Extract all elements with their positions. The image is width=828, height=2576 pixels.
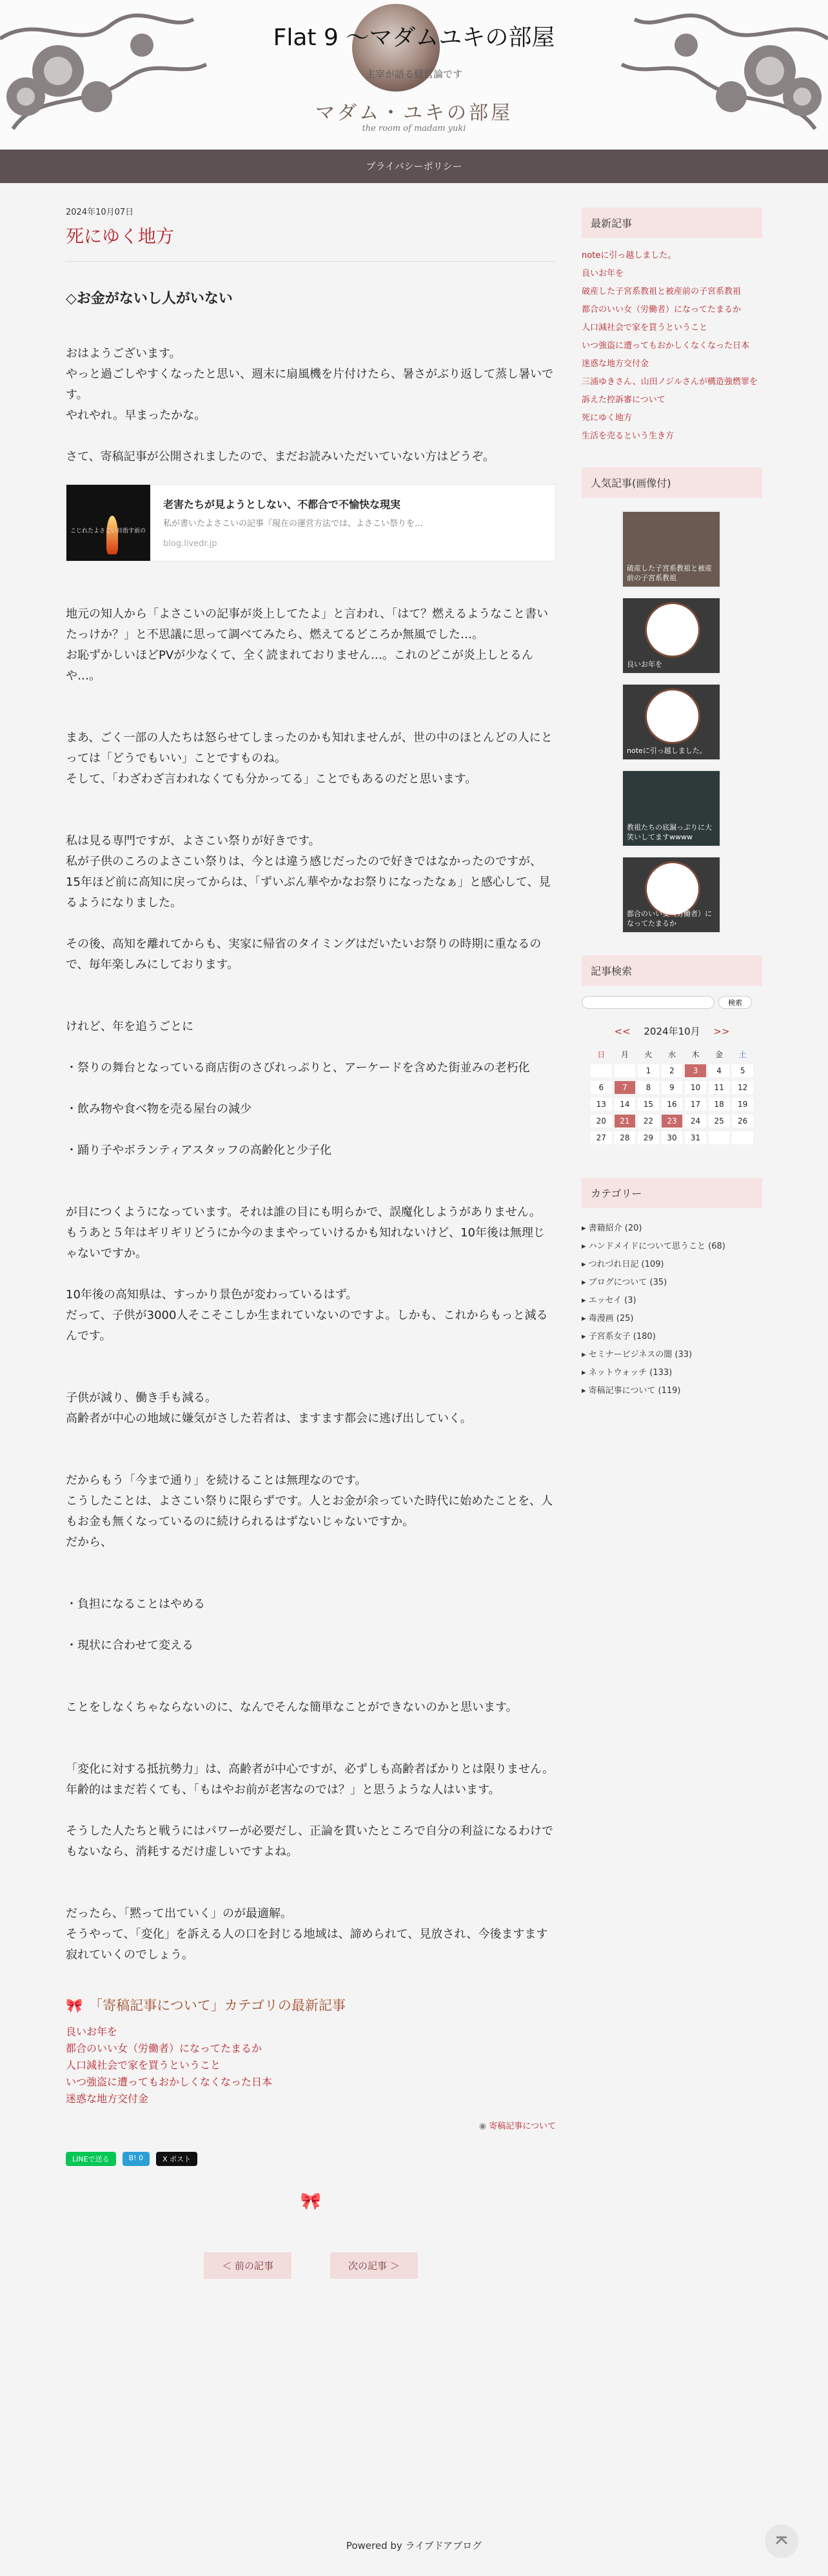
site-logo: マダム・ユキの部屋	[315, 102, 513, 124]
calendar-day: 14	[615, 1098, 636, 1111]
paragraph: その後、高知を離れてからも、実家に帰省のタイミングはだいたいお祭りの時期に重なるので、毎年楽しみにしております。	[66, 937, 542, 971]
category-latest-link[interactable]: いつ強盗に遭ってもおかしくなくなった日本	[66, 2076, 273, 2088]
calendar-day	[709, 1131, 730, 1144]
paragraph: さて、寄稿記事が公開されましたので、まだお読みいただいていない方はどうぞ。	[66, 450, 495, 463]
flat-logo-icon	[645, 688, 700, 744]
calendar-day: 5	[732, 1064, 753, 1077]
calendar-day: 2	[662, 1064, 683, 1077]
search-button[interactable]: 検索	[718, 996, 752, 1009]
calendar-day: 11	[709, 1081, 730, 1094]
category-latest-link[interactable]: 迷惑な地方交付金	[66, 2093, 149, 2105]
calendar-day: 17	[685, 1098, 706, 1111]
recent-title: 最新記事	[582, 208, 762, 238]
category-title: カテゴリー	[582, 1178, 762, 1208]
paragraph: 私は見る専門ですが、よさこい祭りが好きです。 私が子供のころのよさこい祭りは、今とは違う感じだったので好きではなかったのですが、15年ほど前に高知に戻ってからは、「ずいぶん華やかなお祭りになったなぁ」と感心して、見るようになりました。	[66, 834, 551, 910]
calendar-weekday: 火	[644, 1050, 653, 1059]
title-divider	[66, 261, 556, 262]
calendar-day	[615, 1064, 636, 1077]
calendar-weekday: 金	[715, 1050, 724, 1059]
calendar-day	[591, 1064, 612, 1077]
recent-link[interactable]: 人口減社会で家を買うということ	[582, 323, 708, 333]
recent-link[interactable]: いつ強盗に遭ってもおかしくなくなった日本	[582, 341, 750, 351]
card-description: 私が書いたよさこいの記事『現在の運営方法では、よさこい祭りを…	[163, 519, 424, 529]
recent-link[interactable]: 死にゆく地方	[582, 413, 633, 423]
recent-link[interactable]: noteに引っ越しました。	[582, 251, 676, 260]
post-title[interactable]: 死にゆく地方	[66, 226, 175, 247]
category-link[interactable]: エッセイ (3)	[588, 1296, 636, 1305]
nav-bar	[0, 150, 828, 183]
category-more-link[interactable]: 寄稿記事について	[489, 2122, 556, 2131]
list-paragraph: ・負担になることはやめる	[66, 1597, 205, 1611]
calendar-next[interactable]: >>	[713, 1026, 730, 1037]
recent-link[interactable]: 破産した子宮系教祖と被産前の子宮系教祖	[582, 287, 742, 297]
category-latest-link[interactable]: 都合のいい女（労働者）になってたまるか	[66, 2042, 262, 2054]
calendar-day: 24	[685, 1115, 706, 1127]
calendar-day: 25	[709, 1115, 730, 1127]
next-post-button[interactable]: 次の記事 ＞	[330, 2252, 418, 2279]
calendar-day[interactable]: 3	[685, 1064, 706, 1077]
popular-item[interactable]	[622, 511, 721, 588]
site-title[interactable]: Flat 9 ～マダムユキの部屋	[273, 24, 555, 51]
search-input[interactable]	[582, 996, 715, 1009]
post-date: 2024年10月07日	[66, 208, 134, 217]
category-link[interactable]: セミナービジネスの闇 (33)	[588, 1350, 693, 1360]
thumbnail-text: こじれたよさこい目指す前の	[70, 528, 146, 534]
calendar-header	[582, 1024, 762, 1038]
share-buttons	[66, 2152, 556, 2166]
calendar-day: 28	[615, 1131, 636, 1144]
fire-icon	[106, 516, 118, 554]
category-link[interactable]: 子宮系女子 (180)	[588, 1332, 656, 1342]
popular-item[interactable]	[622, 856, 721, 933]
calendar-day: 6	[591, 1081, 612, 1094]
back-to-top-button[interactable]	[765, 2524, 798, 2558]
popular-caption: 破産した子宮系教祖と被産前の子宮系教祖	[627, 564, 712, 582]
category-latest-section	[66, 1995, 556, 2131]
paragraph: が目につくようになっています。それは誰の目にも明らかで、誤魔化しようがありません。 もうあと５年はギリギリどうにか今のままやっていけるかも知れないけど、10年後は無理じゃないですか。	[66, 1205, 545, 1260]
calendar-day: 30	[662, 1131, 683, 1144]
popular-list	[622, 511, 762, 933]
pager	[66, 2252, 556, 2279]
paragraph: ことをしなくちゃならないのに、なんでそんな簡単なことができないのかと思います。	[66, 1701, 518, 1714]
site-subtitle: 主宰が語る経営論です	[365, 68, 462, 80]
calendar-weekday: 木	[691, 1050, 700, 1059]
recent-link[interactable]: 都合のいい女（労働者）になってたまるか	[582, 305, 742, 315]
calendar-day: 4	[709, 1064, 730, 1077]
calendar-day: 12	[732, 1081, 753, 1094]
calendar-day: 16	[662, 1098, 683, 1111]
paragraph: 10年後の高知県は、すっかり景色が変わっているはず。 だって、子供が3000人そこそこしか生まれていないのですよ。しかも、これからもっと減るんです。	[66, 1288, 548, 1343]
sidebar	[582, 208, 762, 1400]
calendar-day[interactable]: 21	[615, 1115, 636, 1127]
recent-link[interactable]: 三浦ゆきさん、山田ノジルさんが構造強燃罪を訴えた控訴審について	[582, 377, 758, 405]
popular-item[interactable]	[622, 770, 721, 847]
popular-item[interactable]	[622, 597, 721, 674]
ribbon-divider-icon: 🎀	[300, 2192, 322, 2211]
list-paragraph: ・祭りの舞台となっている商店街のさびれっぷりと、アーケードを含めた街並みの老朽化	[66, 1061, 530, 1075]
popular-title: 人気記事(画像付)	[582, 467, 762, 498]
card-thumbnail	[66, 485, 150, 561]
category-list: ▸ 書籍紹介 (20) ▸ ハンドメイドについて思うこと (68) ▸ つれづれ日記 (109) ▸ ブログについて (35) ▸ エッセイ (3) ▸ 毒漫画 (25) ▸ 子宮系女子 (180) ▸ セミナービジネスの闇 (33) ▸ ネットウォッチ (133) ▸ 寄稿記事について (119)	[582, 1224, 725, 1396]
popular-caption: 良いお年を	[627, 660, 662, 668]
calendar-weekday: 土	[738, 1050, 747, 1059]
calendar-day: 26	[732, 1115, 753, 1127]
category-link[interactable]: 寄稿記事について (119)	[588, 1386, 681, 1396]
category-link[interactable]: 書籍紹介 (20)	[588, 1224, 642, 1233]
popular-caption: noteに引っ越しました。	[627, 746, 707, 755]
paragraph: 「変化に対する抵抗勢力」は、高齢者が中心ですが、必ずしも高齢者ばかりとは限りません。 年齢的はまだ若くても、「もはやお前が老害なのでは？」と思うような人はいます。	[66, 1762, 555, 1797]
calendar-day: 18	[709, 1098, 730, 1111]
calendar-month: 2024年10月	[644, 1026, 700, 1037]
paragraph: 子供が減り、働き手も減る。 高齢者が中心の地域に嫌気がさした若者は、ますます都会に逃げ出していく。	[66, 1391, 472, 1425]
calendar-day: 15	[638, 1098, 659, 1111]
search-form	[582, 996, 762, 1009]
paragraph: おはようございます。 やっと過ごしやすくなったと思い、週末に扇風機を片付けたら、暑さがぶり返して蒸し暑いです。 やれやれ。早まったかな。	[66, 347, 553, 422]
calendar-weekday: 日	[597, 1050, 606, 1059]
calendar-day: 22	[638, 1115, 659, 1127]
calendar	[588, 1044, 756, 1148]
paragraph: まあ、ごく一部の人たちは怒らせてしまったのかも知れませんが、世の中のほとんどの人にとっては「どうでもいい」ことですものね。 そして、「わざわざ言われなくても分かってる」ことでもあるのだと思います。	[66, 731, 553, 786]
prev-post-button[interactable]: ＜ 前の記事	[204, 2252, 291, 2279]
search-title: 記事検索	[582, 955, 762, 986]
popular-caption: 教祖たちの底漏っぷりに大笑いしてますwwww	[627, 823, 712, 841]
calendar-day: 1	[638, 1064, 659, 1077]
calendar-day: 29	[638, 1131, 659, 1144]
paragraph: 地元の知人から「よさこいの記事が炎上してたよ」と言われ、「はて？燃えるようなこと書いたっけか？」と不思議に思って調べてみたら、燃えてるどころか無風でした…。 お恥ずかしいほどPVが少なくて、全く読まれておりません…。これのどこが炎上しとるんや…。	[66, 607, 549, 683]
calendar-day: 27	[591, 1131, 612, 1144]
recent-link[interactable]: 生活を売るという生き方	[582, 431, 675, 441]
category-link[interactable]: ハンドメイドについて思うこと (68)	[588, 1242, 725, 1251]
calendar-day: 9	[662, 1081, 683, 1094]
popular-item[interactable]	[622, 683, 721, 761]
site-logo-tagline: the room of madam yuki	[362, 124, 466, 133]
link-card[interactable]	[66, 484, 556, 561]
recent-link[interactable]: 迷惑な地方交付金	[582, 359, 649, 369]
arrow-up-icon	[765, 2524, 798, 2558]
category-icon: ◉	[478, 2122, 489, 2131]
calendar-weekday: 月	[620, 1050, 629, 1059]
calendar-day	[732, 1131, 753, 1144]
category-link[interactable]: ネットウォッチ (133)	[588, 1368, 673, 1378]
paragraph: だからもう「今まで通り」を続けることは無理なのです。 こうしたことは、よさこい祭りに限らずです。人とお金が余っていた時代に始めたことを、人もお金も無くなっているのに続けられるはずないじゃないですか。 だから、	[66, 1474, 553, 1549]
calendar-day[interactable]: 7	[615, 1081, 636, 1094]
category-link[interactable]: 毒漫画 (25)	[588, 1314, 634, 1323]
calendar-day: 10	[685, 1081, 706, 1094]
paragraph: けれど、年を追うごとに	[66, 1020, 193, 1033]
recent-list	[582, 247, 762, 445]
calendar-day: 31	[685, 1131, 706, 1144]
article	[66, 205, 556, 2279]
card-title[interactable]: 老害たちが見ようとしない、不都合で不愉快な現実	[163, 498, 401, 511]
paragraph: だったら、「黙って出ていく」のが最適解。 そうやって、「変化」を訴える人の口を封じる地域は、諦められて、見放され、今後ますます寂れていくのでしょう。	[66, 1907, 548, 1962]
calendar-day: 20	[591, 1115, 612, 1127]
nav-privacy-link[interactable]: プライバシーポリシー	[366, 161, 462, 172]
recent-link[interactable]: 良いお年を	[582, 269, 624, 278]
section-heading: ◇お金がないし人がいない	[66, 291, 233, 307]
calendar-weekday: 水	[667, 1050, 676, 1059]
category-link[interactable]: ブログについて (35)	[588, 1278, 667, 1287]
category-latest-link[interactable]: 人口減社会で家を買うということ	[66, 2059, 221, 2071]
x-post-button[interactable]: X ポスト	[156, 2152, 197, 2166]
list-paragraph: ・現状に合わせて変える	[66, 1639, 193, 1652]
flat-logo-icon	[645, 602, 700, 658]
category-link[interactable]: つれづれ日記 (109)	[588, 1260, 664, 1269]
calendar-day[interactable]: 23	[662, 1115, 683, 1127]
line-share-button[interactable]: LINEで送る	[66, 2152, 116, 2166]
list-paragraph: ・飲み物や食べ物を売る屋台の減少	[66, 1102, 251, 1116]
footer-powered-by[interactable]: Powered by ライブドアブログ	[346, 2540, 482, 2552]
site-header	[0, 0, 828, 150]
card-site: blog.livedr.jp	[163, 539, 217, 549]
category-latest-heading: 「寄稿記事について」カテゴリの最新記事	[89, 1998, 346, 2013]
calendar-prev[interactable]: <<	[614, 1026, 631, 1037]
popular-caption: 都合のいい女（労働者）になってたまるか	[627, 910, 712, 928]
hatena-bookmark-button[interactable]: B! 0	[123, 2152, 150, 2166]
paragraph: そうした人たちと戦うにはパワーが必要だし、正論を貫いたところで自分の利益になるわけでもないなら、消耗するだけ虚しいですよね。	[66, 1824, 553, 1859]
list-paragraph: ・踊り子やボランティアスタッフの高齢化と少子化	[66, 1144, 331, 1157]
calendar-day: 8	[638, 1081, 659, 1094]
category-latest-link[interactable]: 良いお年を	[66, 2025, 118, 2038]
calendar-day: 19	[732, 1098, 753, 1111]
calendar-day: 13	[591, 1098, 612, 1111]
ribbon-icon: 🎀	[66, 1998, 83, 2013]
